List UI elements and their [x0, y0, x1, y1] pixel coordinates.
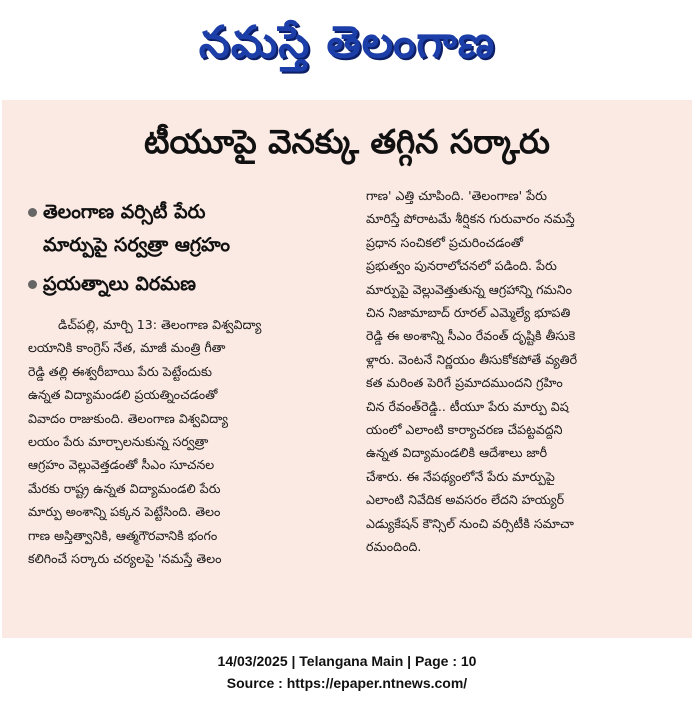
article-headline: టీయూపై వెనక్కు తగ్గిన సర్కారు — [144, 121, 550, 161]
bullet-line: ప్రయత్నాలు విరమణ — [43, 273, 196, 295]
left-column — [28, 196, 350, 570]
bullet-line: తెలంగాణ వర్సిటీ పేరు — [43, 201, 206, 223]
masthead — [0, 0, 694, 96]
body-line: డిచ్‌పల్లి, మార్చి 13: తెలంగాణ విశ్వవిద్యా — [58, 317, 262, 332]
body-line: మార్పు అంశాన్ని పక్కన పెట్టేసింది. తెలం — [28, 504, 221, 520]
newspaper-title: నమస్తే తెలంగాణ — [198, 17, 496, 68]
body-line: గాణ అస్తిత్వానికి, ఆత్మగౌరవానికి భంగం — [28, 527, 218, 543]
body-line: ఎడ్యుకేషన్ కౌన్సిల్ నుంచి వర్సిటీకి సమాచా — [366, 515, 574, 531]
body-line: రమందింది. — [366, 539, 422, 555]
article-body-left — [28, 313, 350, 570]
bullet-dot-icon — [28, 208, 37, 217]
bullet-line: మార్పుపై సర్వత్రా ఆగ్రహం — [43, 234, 231, 256]
body-line: ప్రభుత్వం పునరాలోచనలో పడింది. పేరు — [366, 258, 557, 274]
footer-source: Source : https://epaper.ntnews.com/ — [226, 675, 468, 691]
body-line: కత మరింత పెరిగే ప్రమాదముందని గ్రహిం — [366, 375, 563, 391]
body-line: ఉన్నత విద్యామండలి ప్రయత్నించడంతో — [28, 387, 218, 403]
body-line: రెడ్డి తల్లి ఈశ్వరీబాయి పేరు పెట్టేందుకు — [28, 363, 212, 379]
bullet-point — [28, 268, 350, 301]
footer — [0, 650, 694, 694]
body-line: మార్పుపై వెల్లువెత్తుతున్న ఆగ్రహాన్ని గమనిం — [366, 281, 572, 297]
article-body-right — [366, 184, 682, 559]
article-clipping — [2, 100, 692, 638]
body-line: ఆగ్రహం వెల్లువెత్తడంతో సీఎం సూచనల — [28, 457, 215, 473]
body-line: లయానికి కాంగ్రెస్ నేత, మాజీ మంత్రి గీతా — [28, 340, 226, 356]
body-line: ఎలాంటి నివేదిక అవసరం లేదని హయ్యర్ — [366, 492, 565, 508]
body-line: చిన నిజామాబాద్ రూరల్ ఎమ్మెల్యే భూపతి — [366, 305, 571, 321]
body-line: లయం పేరు మార్చాలనుకున్న సర్వత్రా — [28, 434, 209, 450]
footer-date-page: 14/03/2025 | Telangana Main | Page : 10 — [217, 653, 477, 669]
body-line: చిన రేవంత్‌రెడ్డి.. టీయూ పేరు మార్పు విష — [366, 398, 569, 414]
bullet-dot-icon — [28, 280, 37, 289]
body-line: యంలో ఎలాంటి కార్యాచరణ చేపట్టవద్దని — [366, 422, 563, 438]
body-line: మారిస్తే పోరాటమే శీర్షికన గురువారం నమస్తే — [366, 211, 575, 227]
body-line: వివాదం రాజుకుంది. తెలంగాణ విశ్వవిద్యా — [28, 410, 229, 426]
body-line: ళ్లారు. వెంటనే నిర్ణయం తీసుకోకపోతే వ్యతిరే — [366, 351, 578, 367]
body-line: మేరకు రాష్ట్ర ఉన్నత విద్యామండలి పేరు — [28, 480, 221, 496]
body-line: కలిగించే సర్కారు చర్యలపై 'నమస్తే తెలం — [28, 551, 222, 567]
body-line: ఉన్నత విద్యామండలికి ఆదేశాలు జారీ — [366, 445, 548, 461]
body-line: చేశారు. ఈ నేపథ్యంలోనే పేరు మార్పుపై — [366, 468, 555, 484]
bullet-point — [28, 196, 350, 262]
body-line: రెడ్డి ఈ అంశాన్ని సీఎం రేవంత్ దృష్టికి తీసుకె — [366, 328, 576, 344]
body-line: గాణ' ఎత్తి చూపింది. 'తెలంగాణ' పేరు — [366, 188, 547, 203]
body-line: ప్రధాన సంచికలో ప్రచురించడంతో — [366, 234, 524, 250]
